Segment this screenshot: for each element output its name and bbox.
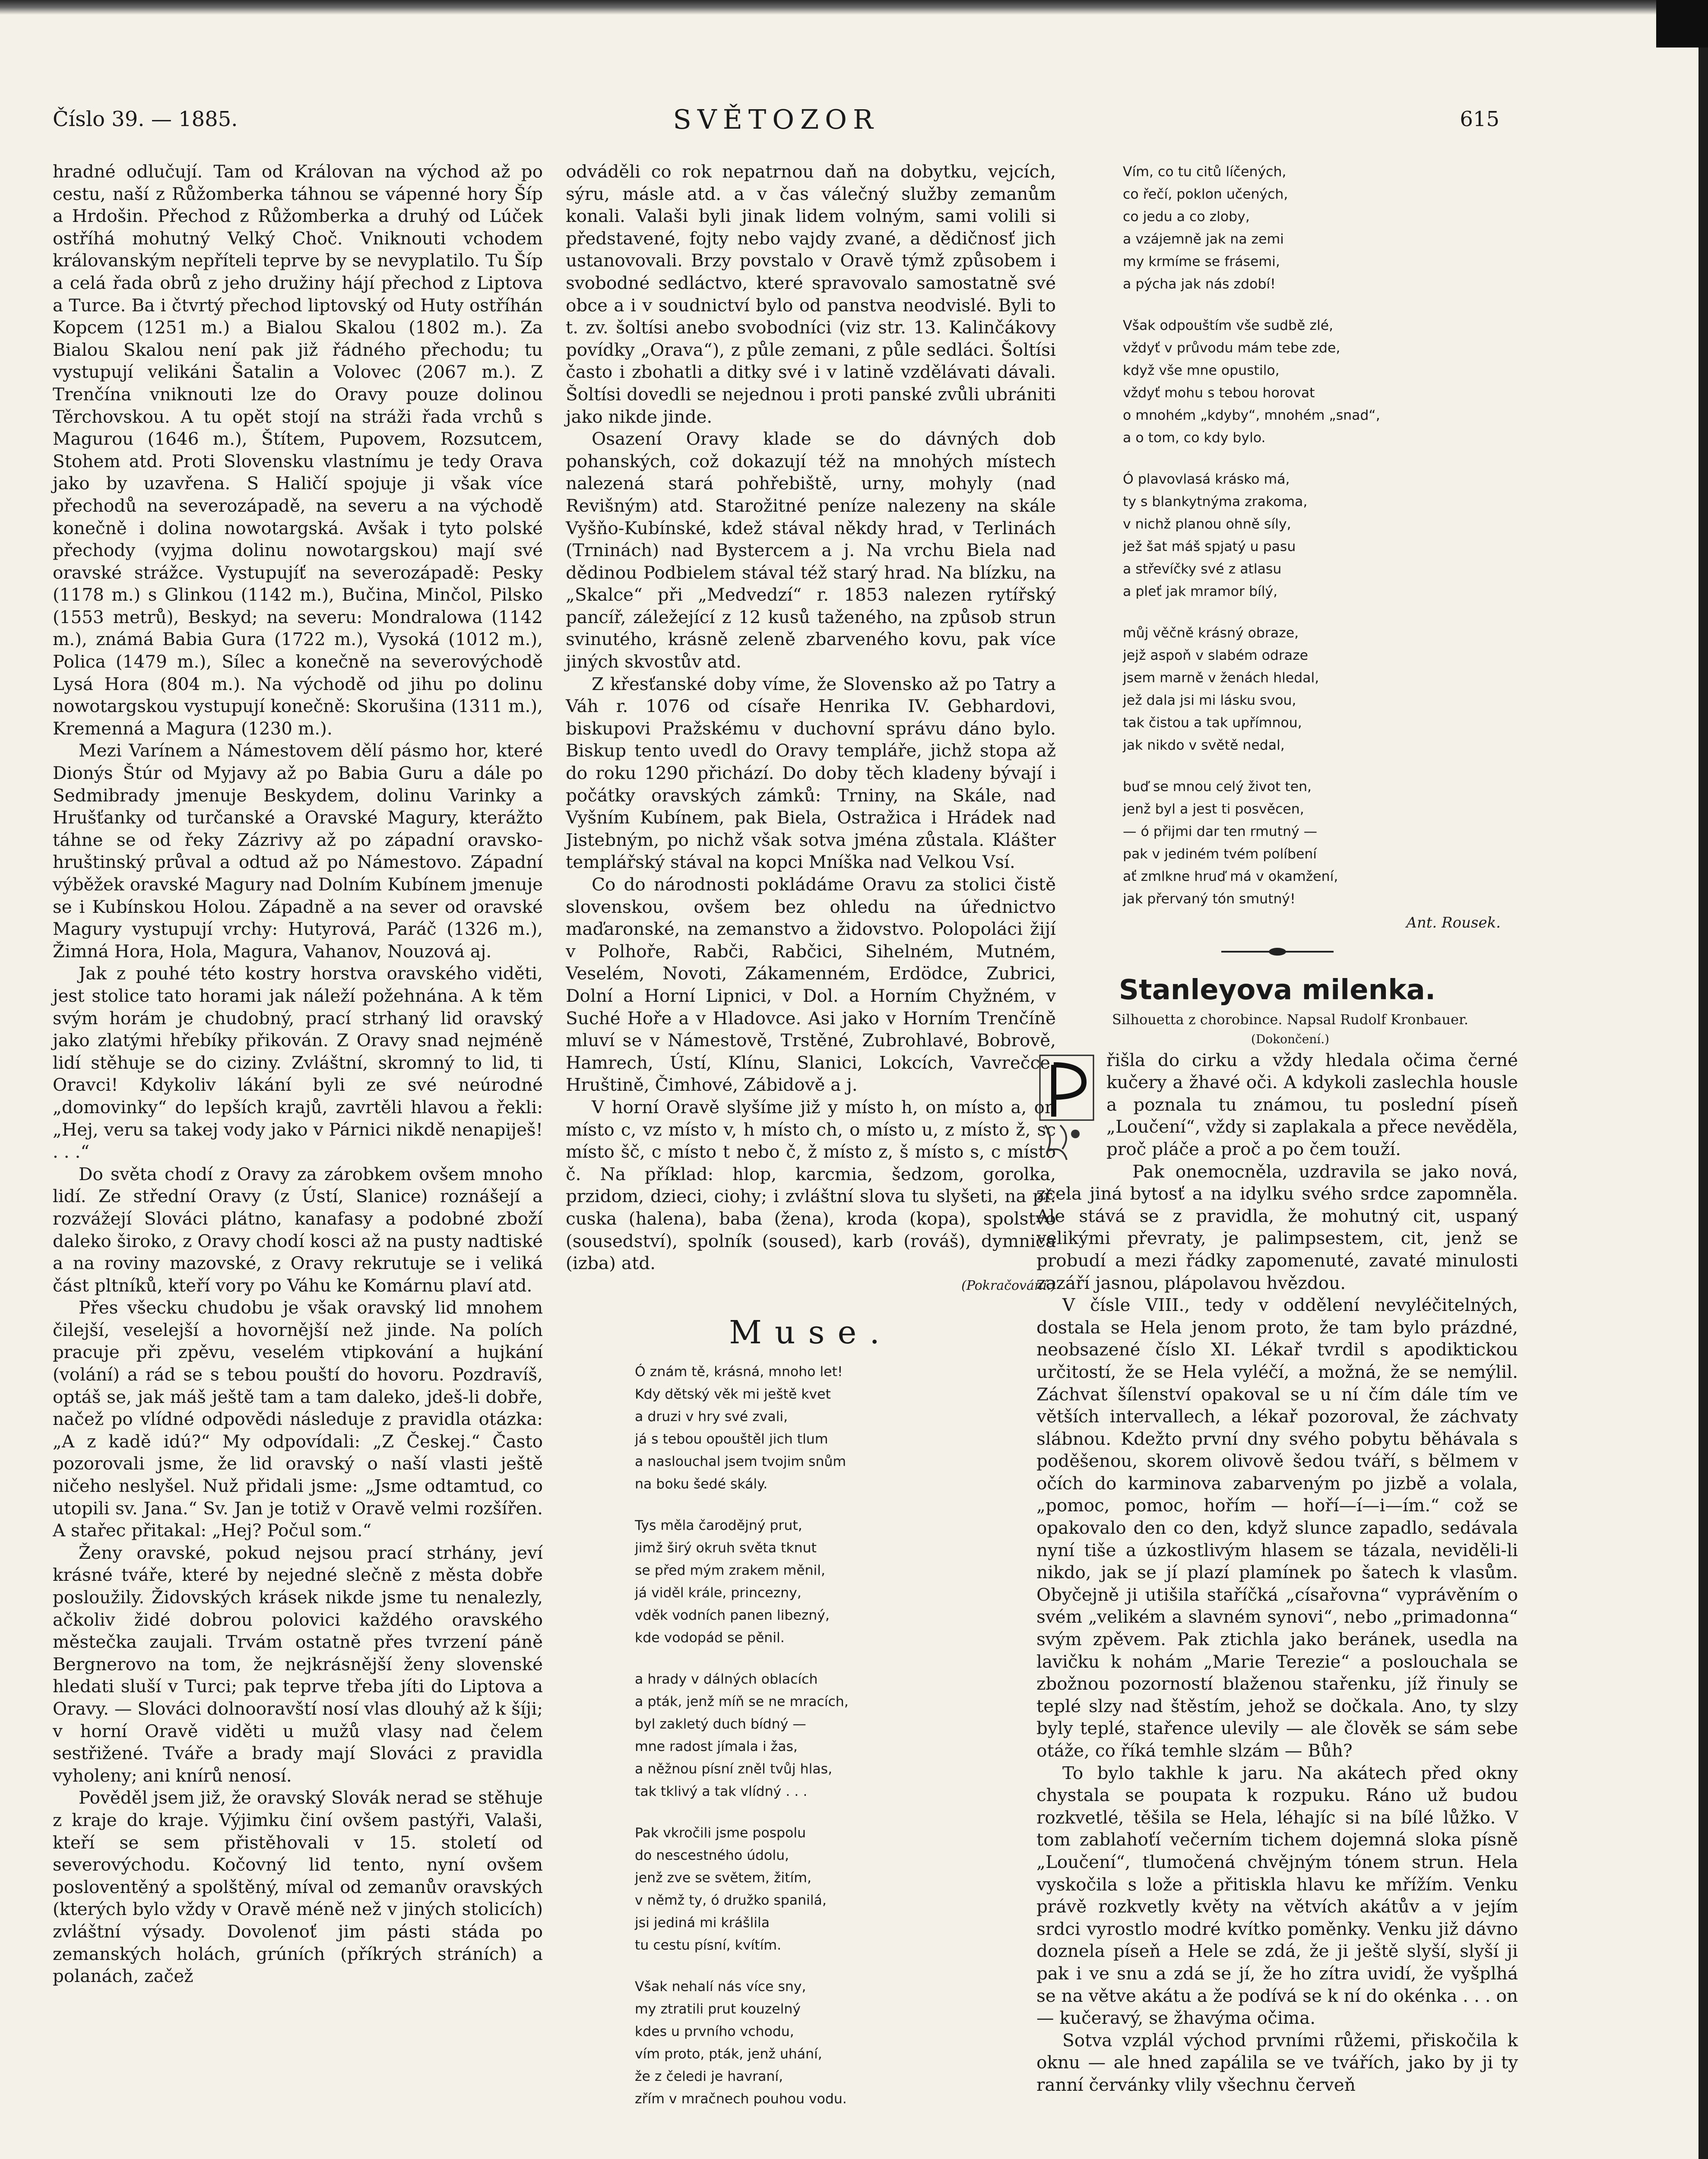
poem-muse (566, 1361, 1056, 2110)
paragraph: Sotva vzplál východ prvními růžemi, přiskočila k oknu — ale hned zapálila se ve tvářích, jako by ji ty ranní červánky vlily všechnu červeň (1036, 2029, 1518, 2095)
scan-corner (1656, 0, 1708, 47)
poem-line: ať zmlkne hruď má v okamžení, (1123, 869, 1338, 884)
poem-line: — ó přijmi dar ten rmutný — (1123, 824, 1318, 839)
poem-line: jež dala jsi mi lásku svou, (1123, 693, 1296, 708)
poem-line: jak přervaný tón smutný! (1123, 891, 1296, 907)
poem-line: kde vodopád se pěnil. (635, 1630, 785, 1646)
poem-line: Tys měla čarodějný prut, (635, 1518, 802, 1534)
poem-stanza (635, 1668, 1056, 1803)
paragraph: odváděli co rok nepatrnou daň na dobytku, vejcích, sýru, másle atd. a v čas válečný služby zemanům konali. Valaši byli jinak lidem volným, sami volili si představené, fojty nebo vajdy zvané, a dědičnosť jich ustanovovali. Brzy povstalo v Oravě týmž způsobem i svobodné sedláctvo, které spravovalo samostatně své obce a i v soudnictví bylo od panstva neodvislé. Byli to t. zv. šoltísi anebo svobodníci (viz str. 13. Kalinčákovy povídky „Orava“), z půle zemani, z půle sedláci. Šoltísi často i zbohatli a ditky své i v latině vzdělávati dávali. Šoltísi dovedli se nejednou i proti panské zvůli ubrániti jako nikde jinde. (566, 161, 1056, 427)
poem-stanza (635, 1361, 1056, 1495)
poem-continued (1036, 161, 1518, 910)
poem-line: vím proto, pták, jenž uhání, (635, 2046, 822, 2062)
journal-title: SVĚTOZOR (673, 104, 879, 135)
poem-line: zřím v mračnech pouhou vodu. (635, 2091, 847, 2107)
poem-stanza (635, 1975, 1056, 2110)
column-2 (566, 161, 1056, 2129)
poem-stanza (1123, 468, 1518, 603)
paragraph: hradné odlučují. Tam od Královan na východ až po cestu, naší z Růžomberka táhnou se vápenné hory Šíp a Hrdošin. Přechod z Růžomberka a druhý od Lúček ostříhá mohutný Velký Choč. Vniknouti vchodem královanským nepříteli teprve by se nevyplatilo. Tu Šíp a celá řada obrů z jeho družiny hájí přechod z Liptova a Turce. Ba i čtvrtý přechod liptovský od Huty ostříhán Kopcem (1251 m.) a Bialou Skalou (1802 m.). Za Bialou Skalou není pak již řádného přechodu; tu vystupují velikáni Šatalin a Volovec (2067 m.). Z Trenčína vniknouti lze do Oravy pouze dolinou Těrchovskou. A tu opět stojí na stráži řada vrchů s Magurou (1646 m.), Štítem, Pupovem, Rozsutcem, Stohem atd. Proti Slovensku vlastnímu je tedy Orava jako by uzavřena. S Haličí spojuje ji však více přechodů na severozápadě, na severu a na východě konečně i dolina nowotargská. Avšak i tyto polské přechody (vyjma dolinu nowotargskou) mají své oravské strážce. Vystupujíť na severozápadě: Pesky (1178 m.) s Glinkou (1142 m.), Bučina, Minčol, Pilsko (1553 metrů), Beskyd; na severu: Mondralowa (1142 m.), známá Babia Gura (1722 m.), Vysoká (1012 m.), Polica (1479 m.), Sílec a konečně na severovýchodě Lysá Hora (804 m.). Na východě od jihu po dolinu nowotargskou vystupují konečně: Skorušina (1311 m.), Kremenná a Magura (1230 m.). (53, 161, 543, 739)
poem-line: a druzi v hry své zvali, (635, 1409, 788, 1425)
scan-edge-right (1698, 0, 1708, 2159)
poem-line: my ztratili prut kouzelný (635, 2001, 801, 2017)
poem-line: vždyť v průvodu mám tebe zde, (1123, 340, 1340, 356)
poem-stanza (635, 1822, 1056, 1956)
poem-stanza (1123, 776, 1518, 910)
poem-line: a pýcha jak nás zdobí! (1123, 276, 1276, 292)
poem-line: jsi jediná mi krášlila (635, 1915, 770, 1931)
poem-line: jejž aspoň v slabém odraze (1123, 648, 1309, 663)
poem-line: jimž širý okruh světa tknut (635, 1540, 817, 1556)
story-title: Stanleyova milenka. (1119, 974, 1436, 1006)
poem-stanza (635, 1514, 1056, 1649)
poem-stanza (1123, 161, 1518, 295)
poem-line: buď se mnou celý život ten, (1123, 779, 1312, 795)
paragraph: Mezi Varínem a Námestovem dělí pásmo hor, které Dionýs Štúr od Myjavy až po Babia Guru a dále po Sedmibrady jmenuje Beskydem, dolinu Varinky a Hrušťanky od turčanské a Oravské Magury, kterážto táhne se od řeky Zázrivy až po západní oravsko-hruštinský průval a odtud až po Námestovo. Západní výběžek oravské Magury nad Dolním Kubínem jmenuje se i Kubínskou Holou. Západně a na sever od oravské Magury vystupují vrchy: Hutyrová, Paráč (1326 m.), Žimná Hora, Hola, Magura, Vahanov, Nouzová aj. (53, 740, 543, 962)
poem-line: Však nehalí nás více sny, (635, 1979, 806, 1995)
poem-line: Však odpouštím vše sudbě zlé, (1123, 318, 1334, 333)
paragraph: V čísle VIII., tedy v oddělení nevyléčitelných, dostala se Hela jenom proto, že tam bylo prázdné, neobsazené číslo XI. Lékař tvrdil s apodiktickou určitostí, že se Hela vyléčí, a možná, že se nemýlil. Záchvat šílenství opakoval se u ní čím dále tím ve větších intervallech, a lékař pozoroval, že záchvaty slábnou. Kdežto první dny svého pobytu běhávala s poděšenou, skorem olivově šedou tváří, s bělmem v očích do karminova zabarveným po jizbě a volala, „pomoc, pomoc, hořím — hoří—í—i—ím.“ což se opakovalo den co den, když slunce zapadlo, sedávala nyní tiše a úzkostlivým hlasem se tázala, neviděli-li nikdo, jak se jí plazí plamínek po šatech k vlasům. Obyčejně ji utišila staříčká „císařovna“ vyprávěním o svém „velikém a slavném synovi“, nebo „primadonna“ svým zpěvem. Pak ztichla jako beránek, usedla na lavičku k nohám „Marie Terezie“ a poslouchala se zbožnou pozorností blaženou stařenku, jíž řinuly se teplé slzy nad štěstím, jehož se dočkala. Ano, ty slzy byly teplé, stařence ulevily — ale člověk se sám sebe otáže, co říká temhle slzám — Bůh? (1036, 1295, 1518, 1761)
poem-line: se před mým zrakem měnil, (635, 1563, 825, 1579)
paragraph: Do světa chodí z Oravy za zárobkem ovšem mnoho lidí. Ze střední Oravy (z Ústí, Slanice) roznášejí a rozvážejí Slováci plátno, kanafasy a podobné zboží daleko široko, z Oravy chodí kosci až na pusty nadtiské a na roviny mazovské, z Oravy rekrutuje se i veliká část pltníků, kteří vory po Váhu ke Komárnu plaví atd. (53, 1163, 543, 1296)
page-header (53, 104, 1499, 142)
poem-line: kdes u prvního vchodu, (635, 2024, 794, 2040)
poem-line: a střevíčky své z atlasu (1123, 561, 1282, 577)
section-divider (1221, 951, 1334, 953)
poem-line: Kdy dětský věk mi ještě kvet (635, 1387, 831, 1402)
poem-line: mne radost jímala i žas, (635, 1739, 798, 1755)
poem-line: já viděl krále, princezny, (635, 1585, 802, 1601)
poem-line: co řečí, poklon učených, (1123, 187, 1288, 202)
poem-line: jež šat máš spjatý u pasu (1123, 539, 1296, 554)
poem-line: že z čeledi je havraní, (635, 2069, 783, 2085)
poem-line: o mnohém „kdyby“, mnohém „snad“, (1123, 408, 1380, 423)
poem-line: můj věčně krásný obraze, (1123, 625, 1299, 641)
poem-line: a vzájemně jak na zemi (1123, 231, 1284, 247)
poem-line: když vše mne opustilo, (1123, 363, 1280, 378)
story-first-paragraph: řišla do cirku a vždy hledala očima černé kučery a žhavé oči. A kdykoli zaslechla housle a poznala tu známou, tu poslední píseň „Loučení“, vždy si zaplakala a přece nevěděla, proč pláče a proč a po čem touží. (1106, 1049, 1518, 1159)
poem-line: Ó plavovlasá krásko má, (1123, 472, 1290, 487)
page-number: 615 (1460, 107, 1499, 131)
paragraph: V horní Oravě slyšíme již y místo h, on místo a, on místo c, vz místo v, h místo ch, o místo u, z místo ž, sc místo šč, c místo t nebo č, ž místo z, š místo s, c místo č. Na příklad: hlop, karcmia, šedzom, gorolka, przidom, dzieci, ciohy; i zvláštní slova tu slyšeti, na př. cuska (halena), baba (žena), kroda (kopa), spolstvo (sousedství), spolník (soused), karb (rováš), dymnica (izba) atd. (566, 1096, 1056, 1274)
story-subtitle: Silhouetta z chorobince. Napsal Rudolf Kronbauer. (1112, 1011, 1468, 1028)
poem-line: Ó znám tě, krásná, mnoho let! (635, 1364, 843, 1380)
paragraph: Osazení Oravy klade se do dávných dob pohanských, což dokazují též na mnohých místech nalezená stará pohřebiště, urny, mohyly (nad Revišným) atd. Starožitné peníze nalezeny na skále Vyšňo-Kubínské, kdež stával někdy hrad, v Terlinách (Trninách) nad Bystercem a j. Na vrchu Biela nad dědinou Podbielem stával též starý hrad. Na blízku, na „Skalce“ při „Medvedzí“ r. 1853 nalezen rytířský pancíř, záležející z 12 kusů taženého, na způsob strun svinutého, krásně zeleně zbarveného kovu, pak více jiných skvostův atd. (566, 428, 1056, 672)
poem-line: pak v jediném tvém políbení (1123, 846, 1317, 862)
poem-line: a hrady v dálných oblacích (635, 1671, 818, 1687)
poem-stanza (1123, 622, 1518, 757)
poem-line: jsem marně v ženách hledal, (1123, 670, 1319, 686)
poem-author: Ant. Rousek. (1406, 914, 1501, 931)
poem-line: co jedu a co zloby, (1123, 209, 1250, 225)
paragraph: Co do národnosti pokládáme Oravu za stolici čistě slovenskou, ovšem bez ohledu na úřednictvo maďaronské, na zemanstvo a židovstvo. Polopoláci žijí v Polhoře, Rabči, Rabčici, Sihelném, Mutném, Veselém, Novoti, Zákamenném, Erdödce, Zubrici, Dolní a Horní Lipnici, v Dol. a Horním Chyžném, v Suché Hoře a v Hladovce. Asi jako v Horním Trenčíně mluví se v Námestově, Trstěné, Zubrohlavé, Bobrově, Hamrech, Ústí, Klínu, Slanici, Lokcích, Vavrečce, Hruštině, Čimhové, Zábidově a j. (566, 874, 1056, 1095)
poem-line: a něžnou písní zněl tvůj hlas, (635, 1761, 833, 1777)
paragraph: Jak z pouhé této kostry horstva oravského viděti, jest stolice tato horami jak náleží požehnána. A k těm svým horám je chudobný, prací strhaný lid oravský jako zlatými hřebíky přikován. Z Oravy snad nejméně lidí stěhuje se do ciziny. Zvláštní, skromný to lid, ti Oravci! Kdykoliv lákání byli ze své neúrodné „domovinky“ do lepších krajů, zavrtěli hlavou a řekli: „Hej, veru sa takej vody jako v Párnici nikdě nenapiješ! . . .“ (53, 963, 543, 1162)
poem-line: v němž ty, ó družko spanilá, (635, 1893, 827, 1909)
poem-stanza (1123, 314, 1518, 449)
poem-line: já s tebou opouštěl jich tlum (635, 1431, 828, 1447)
poem-line: ty s blankytnýma zrakoma, (1123, 494, 1308, 510)
poem-line: a naslouchal jsem tvojim snům (635, 1454, 846, 1470)
scan-edge-top (0, 0, 1708, 15)
poem-line: v nichž planou ohně síly, (1123, 516, 1291, 532)
poem-line: vděk vodních panen libezný, (635, 1608, 830, 1624)
paragraph: Přes všecku chudobu je však oravský lid mnohem čilejší, veselejší a hovornější než jinde. Na polích pracuje při zpěvu, veselém vtipkování a hujkání (volání) a rád se s tebou pouští do hovoru. Pozdravíš, optáš se, jak máš ještě tam a tam daleko, jdeš-li dobře, načež po vlídné odpovědi následuje z pravidla otázka: „A z kadě idú?“ My odpovídali: „Z Českej.“ Často pozorovali jsme, že lid oravský o naší vlasti ještě ničeho neslyšel. Nuž přidali jsme: „Jsme odtamtud, co utopili sv. Jana.“ Sv. Jan je totiž v Oravě velmi rozšířen. A stařec přitakal: „Hej? Počul som.“ (53, 1297, 543, 1541)
issue-number: Číslo 39. — 1885. (53, 107, 238, 131)
ornamental-initial-p-icon (1036, 1052, 1097, 1164)
poem-line: tak čistou a tak upřímnou, (1123, 715, 1302, 731)
poem-line: a pták, jenž míň se ne mracích, (635, 1694, 849, 1710)
paragraph: To bylo takhle k jaru. Na akátech před okny chystala se poupata k rozpuku. Ráno už budou rozkvetlé, těšila se Hela, léhajíc si na bílé lůžko. V tom zablahoťí večerním tichem dojemná sloka písně „Loučení“, tlumočená chvějným tónem strun. Hela vyskočila s lože a přitiskla hlavu ke mřížím. Venku právě rozkvetly květy na větvích akátův a v jejím srdci vyrostlo modré kvítko poměnky. Venku již dávno doznela píseň a Hele se zdá, že ji ještě slyší, slyší ji pak i ve snu a zdá se jí, že ho zítra uvidí, že vyšplhá se na větve akátu a že podívá se k ní do okénka . . . on — kučeravý, se žhavýma očima. (1036, 1762, 1518, 2029)
poem-line: jenž byl a jest ti posvěcen, (1123, 801, 1304, 817)
poem-line: tu cestu písní, kvítím. (635, 1937, 782, 1953)
poem-line: jak nikdo v světě nedal, (1123, 738, 1285, 753)
continued-note: (Pokračování.) (961, 1278, 1056, 1293)
column-3 (1036, 161, 1518, 2096)
story-continued-note: (Dokončení.) (1251, 1032, 1330, 1046)
poem-line: tak tklivý a tak vlídný . . . (635, 1784, 808, 1800)
poem-line: vždyť mohu s tebou horovat (1123, 385, 1315, 401)
poem-line: byl zakletý duch bídný — (635, 1716, 806, 1732)
poem-line: Pak vkročili jsme pospolu (635, 1825, 806, 1841)
paragraph: Pak onemocněla, uzdravila se jako nová, zcela jiná bytosť a na idylku svého srdce zapomněla. Ale stává se z pravidla, že mohutný cit, uspaný velikými převraty, je palimpsestem, cit, jenž se probudí a mezi řádky zapomenuté, zavaté minulosti zazáří jasnou, plápolavou hvězdou. (1036, 1161, 1518, 1293)
poem-line: na boku šedé skály. (635, 1476, 768, 1492)
poem-line: jenž zve se světem, žitím, (635, 1870, 811, 1886)
paragraph: Ženy oravské, pokud nejsou prací strhány, jeví krásné tváře, které by nejedné slečně z města dobře posloužily. Židovských krásek nikde jsme tu nenalezly, ačkoliv židé dobrou polovici každého oravského městečka zaujali. Trvám ostatně přes tvrzení páně Bergnerovo na tom, že nejkrásnější ženy slovenské hledati sluší v Turci; pak teprve třeba jíti do Liptova a Oravy. — Slováci dolnooravští nosí vlas dlouhý až k šíji; v horní Oravě viděti u mužů vlasy nad čelem sestřižené. Tváře a brady mají Slováci z pravidla vyholeny; ani knírů nenosí. (53, 1542, 543, 1786)
paragraph: Pověděl jsem již, že oravský Slovák nerad se stěhuje z kraje do kraje. Výjimku činí ovšem pastýři, Valaši, kteří se sem přistěhovali v 15. století od severovýchodu. Kočovný lid tento, nyní ovšem posloventěný a spolštěný, míval od zemanův oravských (kterých bylo vždy v Oravě méně než v jiných stolicích) zvláštní výsady. Dovolenoť jim pásti stáda po zemanských holách, grúních (příkrých stráních) a polanách, začež (53, 1787, 543, 1987)
poem-line: do nescestného údolu, (635, 1848, 789, 1864)
column-1 (53, 161, 543, 1988)
paragraph: Z křesťanské doby víme, že Slovensko až po Tatry a Váh r. 1076 od císaře Henrika IV. Gebhardovi, biskupovi Pražskému v duchovní správu dáno bylo. Biskup tento uvedl do Oravy templáře, jichž stopa až do roku 1290 přichází. Do doby těch kladeny bývají i počátky oravských zámků: Trniny, na Skále, nad Vyšním Kubínem, pak Biela, Ostražica i Hrádek nad Jistebným, po nichž však sotva jména zůstala. Klášter templářský stával na kopci Mníška nad Velkou Vsí. (566, 673, 1056, 873)
poem-title: Muse. (729, 1314, 893, 1352)
poem-line: a o tom, co kdy bylo. (1123, 430, 1266, 446)
poem-line: my krmíme se frásemi, (1123, 254, 1280, 269)
poem-line: a pleť jak mramor bílý, (1123, 584, 1278, 599)
poem-line: Vím, co tu citů líčených, (1123, 164, 1287, 180)
